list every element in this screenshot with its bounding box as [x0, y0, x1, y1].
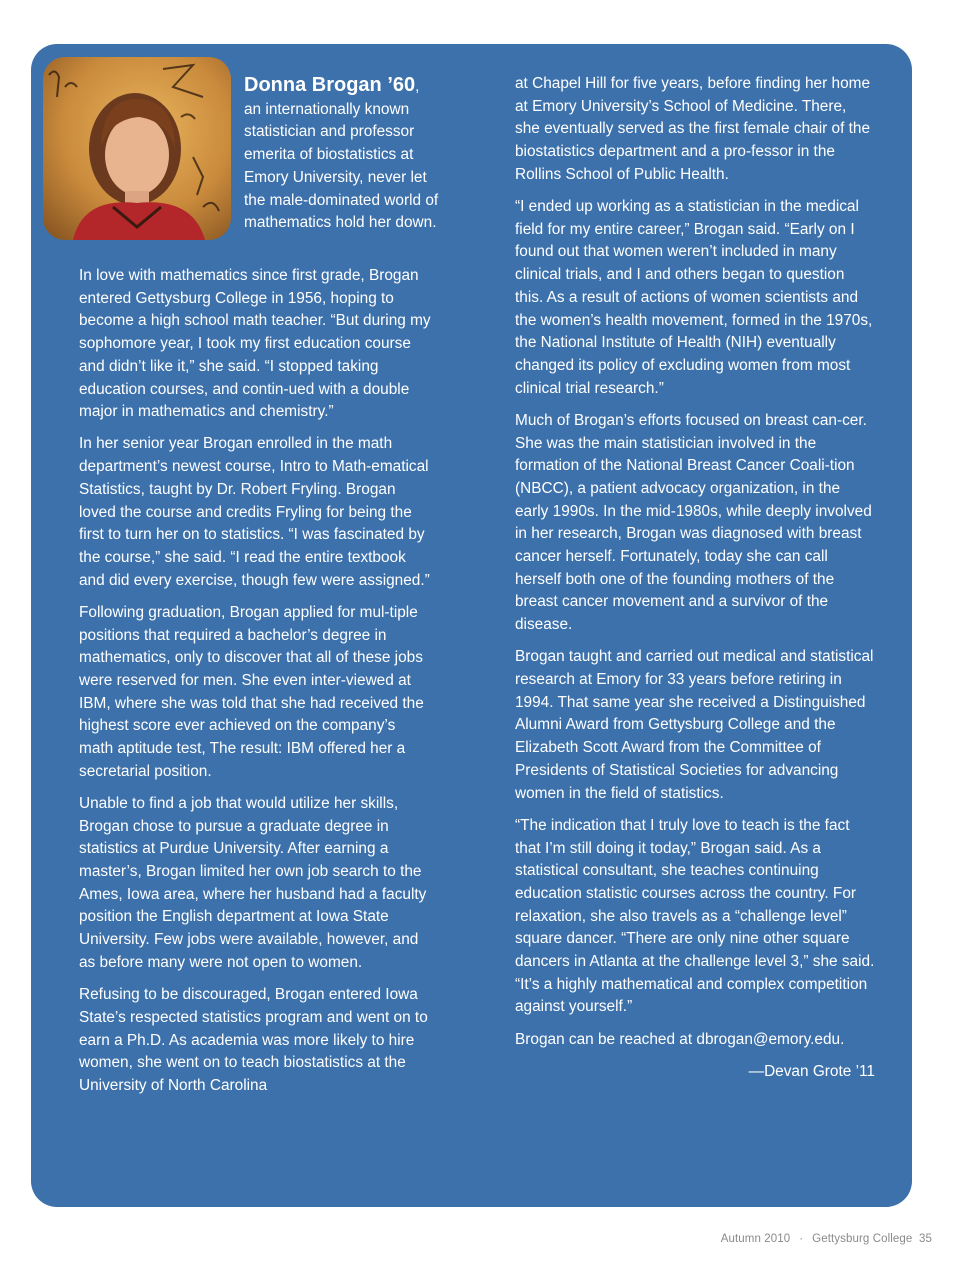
paragraph: In her senior year Brogan enrolled in the math department’s newest course, Intro to Math-ematical Statistics, taught by Dr. Robert Fryling. Brogan loved the course and credits Fryling for being the first to turn her on to statistics. “I was fascinated by the course,” she said. “I read the entire textbook and did every exercise, though few were assigned.”: [79, 435, 430, 589]
issue-label: Autumn 2010: [720, 1233, 791, 1245]
paragraph: at Chapel Hill for five years, before finding her home at Emory University’s School of Medicine. There, she eventually served as the first female chair of the biostatistics department and a pro-fessor in the Rollins School of Public Health.: [515, 75, 871, 183]
left-column: [79, 265, 431, 1107]
paragraph: “I ended up working as a statistician in the medical field for my entire career,” Brogan said. “Early on I found out that women weren’t included in many clinical trials, and I and others began to question this. As a result of actions of women scientists and the women’s health movement, formed in the 1970s, the National Institute of Health (NIH) eventually changed its policy of excluding women from most clinical trial research.”: [515, 198, 873, 397]
intro-text: an internationally known statistician and professor emerita of biostatistics at Emory University, never let the male-dominated world of mathematics hold her down.: [244, 100, 439, 232]
paragraph: Brogan can be reached at dbrogan@emory.edu.: [515, 1030, 845, 1048]
paragraph: Much of Brogan’s efforts focused on breast can-cer. She was the main statistician involved in the formation of the National Breast Cancer Coali-tion (NBCC), a patient advocacy organization, in the early 1990s. In the mid-1980s, while deeply involved in her research, Brogan was diagnosed with breast cancer herself. Fortunately, today she can call herself both one of the founding mothers of the breast cancer movement and a survivor of the disease.: [515, 411, 872, 634]
subject-name: Donna Brogan ’60: [244, 74, 416, 96]
paragraph: Refusing to be discouraged, Brogan entered Iowa State’s respected statistics program and went on to earn a Ph.D. As academia was more likely to hire women, she went on to teach biostatistics at the University of North Carolina: [79, 986, 428, 1094]
paragraph: Brogan taught and carried out medical and statistical research at Emory for 33 years before retiring in 1994. That same year she received a Distinguished Alumni Award from Gettysburg College and the Elizabeth Scott Award from the Committee of Presidents of Statistical Societies for advancing women in the field of statistics.: [515, 648, 874, 802]
right-column: [515, 73, 875, 1093]
publication-name: Gettysburg College: [812, 1233, 913, 1245]
portrait-photo: [43, 57, 231, 240]
page-footer: [721, 1233, 932, 1245]
footer-separator: ·: [799, 1233, 804, 1245]
paragraph: “The indication that I truly love to teach is the fact that I’m still doing it today,” Brogan said. As a statistical consultant, she teaches continuing education statistic courses across the country. For relaxation, she also travels as a “challenge level” square dancer. “There are only nine other square dancers in Atlanta at the challenge level 3,” she said. “It’s a highly mathematical and complex competition against yourself.”: [515, 816, 875, 1016]
paragraph: Unable to find a job that would utilize her skills, Brogan chose to pursue a graduate degree in statistics at Purdue University. After earning a master’s, Brogan limited her own job search to the Ames, Iowa area, where her husband had a faculty position the English department at Iowa State University. Few jobs were available, however, and as before many were not open to women.: [79, 794, 427, 971]
paragraph: In love with mathematics since first grade, Brogan entered Gettysburg College in 1956, hoping to become a high school math teacher. “But during my sophomore year, I took my first education course and didn’t like it,” she said. “I stopped taking education courses, and contin-ued with a double major in mathematics and chemistry.”: [79, 267, 431, 421]
page-number: 35: [919, 1233, 932, 1245]
paragraph: Following graduation, Brogan applied for mul-tiple positions that required a bachelor’s degree in mathematics, only to discover that all of these jobs were reserved for men. She even inter-viewed at IBM, where she was told that she had received the highest score ever achieved on the company’s math aptitude test, The result: IBM offered her a secretarial position.: [79, 603, 424, 780]
intro-block: [244, 73, 444, 235]
subject-name-comma: ,: [415, 78, 420, 95]
author-byline: —Devan Grote ’11: [748, 1062, 875, 1080]
